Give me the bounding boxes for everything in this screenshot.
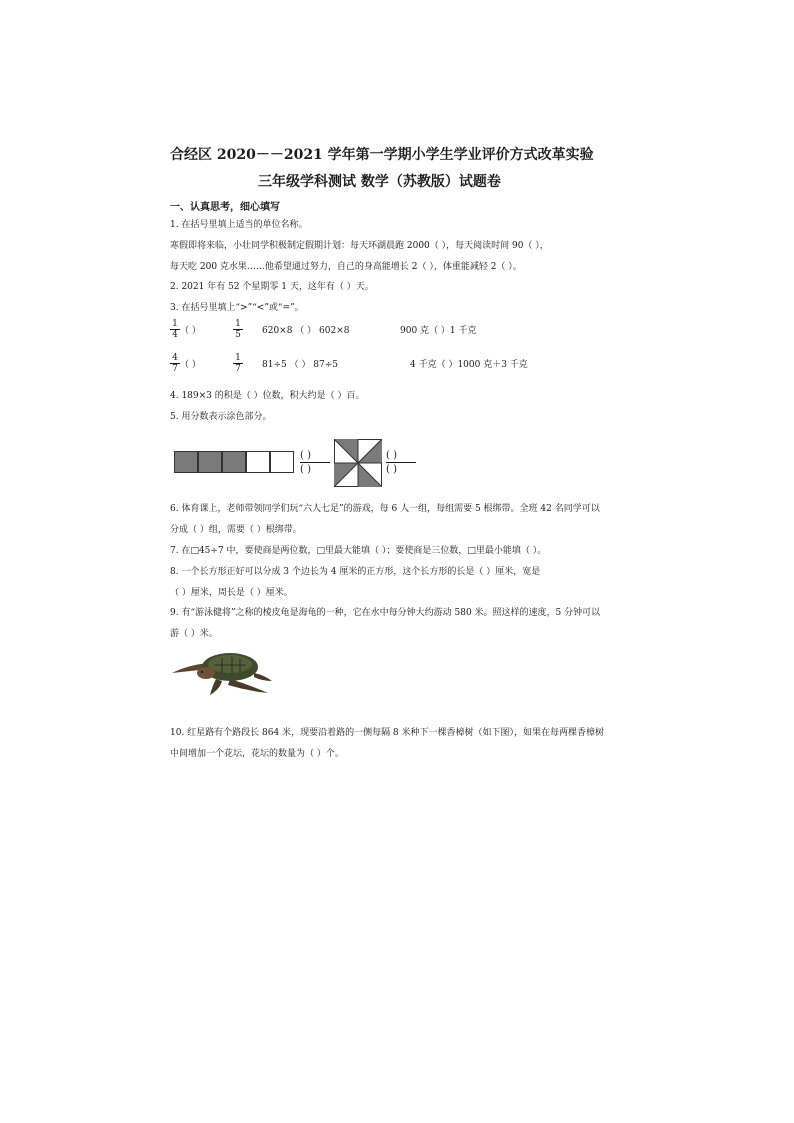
question-10-line1: 10. 红星路有个路段长 864 米，现要沿着路的一侧每隔 8 米种下一棵香樟树（如下图），如果在每两棵香樟树 [170,728,605,738]
fraction-answer-numerator[interactable]: ( ) [386,450,397,461]
section-heading: 一、认真思考，细心填写 [170,202,280,213]
fraction-numerator: 4 [172,353,178,363]
fraction-1-5 [233,319,243,340]
bar-cell [270,451,294,473]
fraction-numerator: 1 [172,319,178,329]
fraction-denominator: 7 [235,364,241,374]
pinwheel-square-figure [334,439,382,487]
fraction-answer-numerator[interactable]: ( ) [300,450,311,461]
question-6-line2: 分成（ ）组，需要（ ）根绑带。 [170,525,302,535]
fraction-answer-bar [386,462,416,463]
exam-title-line2: 三年级学科测试 数学（苏教版）试题卷 [258,174,501,190]
fraction-answer-denominator[interactable]: ( ) [300,464,311,475]
sea-turtle-image [170,645,274,697]
fraction-answer-bar [300,462,330,463]
bar-cell-shaded [174,451,198,473]
question-2: 2. 2021 年有 52 个星期零 1 天，这年有（ ）天。 [170,282,374,292]
question-1-line2: 寒假即将来临，小壮同学积极制定假期计划：每天环湖晨跑 2000（ ），每天阅读时间 90（ ）， [170,241,549,251]
question-5-prompt: 5. 用分数表示涂色部分。 [170,412,272,422]
question-1-prompt: 1. 在括号里填上适当的单位名称。 [170,220,308,230]
fraction-1-4 [170,319,180,340]
fraction-answer-denominator[interactable]: ( ) [386,464,397,475]
question-3-prompt: 3. 在括号里填上“>”“<”或“=”。 [170,303,304,313]
question-9-line1: 9. 有“游泳健将”之称的棱皮龟是海龟的一种，它在水中每分钟大约游动 580 米。照这样的速度，5 分钟可以 [170,608,601,618]
question-10-line2: 中间增加一个花坛，花坛的数量为（ ）个。 [170,749,344,759]
fraction-denominator: 7 [172,364,178,374]
fraction-denominator: 4 [172,330,178,340]
question-8-line1: 8. 一个长方形正好可以分成 3 个边长为 4 厘米的正方形，这个长方形的长是（ ）厘米，宽是 [170,567,541,577]
compare-expression: 900 克（ ）1 千克 [400,326,477,336]
compare-expression: 620×8 （ ） 602×8 [262,326,350,336]
fraction-denominator: 5 [235,330,241,340]
fraction-1-7 [233,353,243,374]
question-4: 4. 189×3 的积是（ ）位数，积大约是（ ）百。 [170,391,365,401]
fraction-numerator: 1 [235,353,241,363]
fraction-4-7 [170,353,180,374]
fraction-numerator: 1 [235,319,241,329]
question-9-line2: 游（ ）米。 [170,629,218,639]
compare-expression: 81÷5 （ ） 87÷5 [262,360,339,370]
bar-cell-shaded [222,451,246,473]
question-1-line3: 每天吃 200 克水果……他希望通过努力，自己的身高能增长 2（ ），体重能减轻 2（ ）。 [170,262,522,272]
question-6-line1: 6. 体育课上，老师带领同学们玩“六人七足”的游戏，每 6 人一组，每组需要 5 根绑带。全班 42 名同学可以 [170,504,600,514]
answer-blank[interactable]: （ ） [180,360,201,370]
question-7: 7. 在□45÷7 中，要使商是两位数，□里最大能填（ ）；要使商是三位数，□里最小能填（ ）。 [170,546,547,556]
question-8-line2: （ ）厘米，周长是（ ）厘米。 [170,588,293,598]
fraction-bar-figure [174,451,294,473]
compare-expression: 4 千克（ ）1000 克＋3 千克 [410,360,528,370]
bar-cell [246,451,270,473]
exam-title-line1: 合经区 2020－－2021 学年第一学期小学生学业评价方式改革实验 [170,147,594,163]
bar-cell-shaded [198,451,222,473]
answer-blank[interactable]: （ ） [180,326,201,336]
